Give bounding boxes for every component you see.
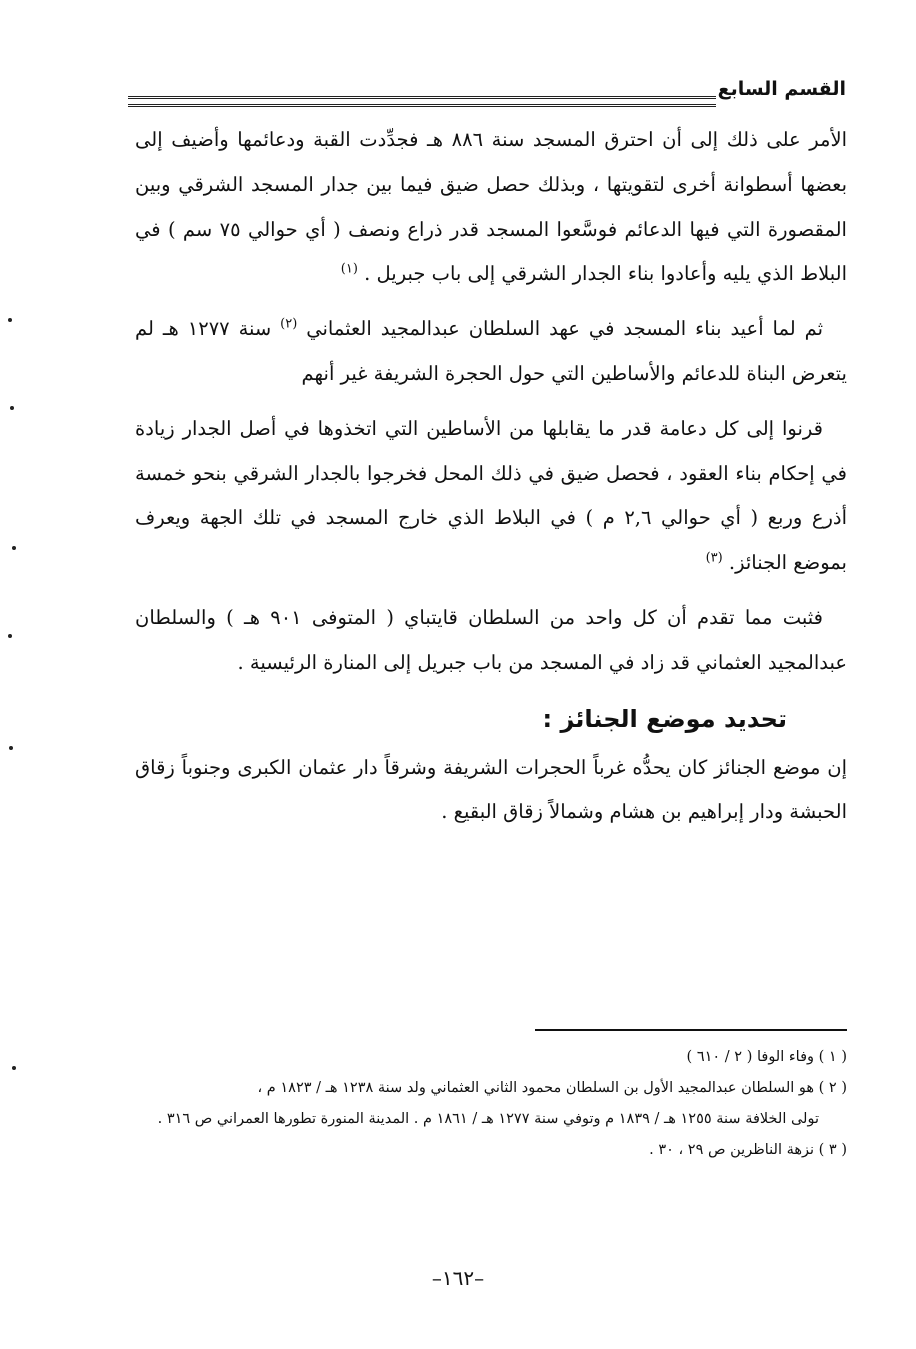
scan-speck <box>10 406 14 410</box>
footnote-ref-1: (١) <box>340 261 358 277</box>
running-header <box>128 76 846 116</box>
scan-speck <box>8 634 12 638</box>
header-rule <box>128 96 716 107</box>
footnotes <box>135 1042 847 1166</box>
footnote-2-continuation: تولى الخلافة سنة ١٢٥٥ هـ / ١٨٣٩ م وتوفي سنة ١٢٧٧ هـ / ١٨٦١ م . المدينة المنورة تطورها العمراني ص ٣١٦ . <box>157 1111 819 1127</box>
paragraph-3 <box>135 407 847 586</box>
paragraph-text-continued: سنة ١٢٧٧ هـ لم يتعرض البناة للدعائم والأساطين التي حول الحجرة الشريفة غير أنهم <box>135 317 847 385</box>
paragraph-text: قرنوا إلى كل دعامة قدر ما يقابلها من الأساطين التي اتخذوها في أصل الجدار زيادة في إحكام بناء العقود ، فحصل ضيق في ذلك المحل فخرجوا بالجدار الشرقي بنحو خمسة أذرع وربع ( أي حوالي ٢,٦ م ) في البلاط الذي خارج المسجد في تلك الجهة ويعرف بموضع الجنائز. <box>135 416 847 575</box>
section-heading: تحديد موضع الجنائز : <box>542 704 787 733</box>
footnote-1: ( ١ ) وفاء الوفا ( ٢ / ٦١٠ ) <box>686 1049 847 1065</box>
scan-speck <box>9 746 13 750</box>
main-text <box>135 118 847 835</box>
paragraph-2 <box>135 307 847 397</box>
paragraph-4 <box>135 596 847 686</box>
scan-speck <box>8 318 12 322</box>
footnote-3: ( ٣ ) نزهة الناظرين ص ٢٩ ، ٣٠ . <box>649 1142 847 1158</box>
footnote-ref-2: (٢) <box>280 316 298 332</box>
section-paragraph <box>135 746 847 836</box>
footnote-divider <box>535 1029 847 1031</box>
paragraph-text: الأمر على ذلك إلى أن احترق المسجد سنة ٨٨٦ هـ فجدِّدت القبة ودعائمها وأضيف إلى بعضها أسطوانة أخرى لتقويتها ، وبذلك حصل ضيق فيما بين جدار المسجد الشرقي وبين المقصورة التي فيها الدعائم فوسَّعوا المسجد قدر ذراع ونصف ( أي حوالي ٧٥ سم ) في البلاط الذي يليه وأعادوا بناء الجدار الشرقي إلى باب جبريل . <box>135 128 848 286</box>
paragraph-1 <box>135 118 847 297</box>
page-number: –١٦٢– <box>431 1266 485 1290</box>
footnote-ref-3: (٣) <box>705 550 723 566</box>
paragraph-text: إن موضع الجنائز كان يحدُّه غرباً الحجرات الشريفة وشرقاً دار عثمان الكبرى وجنوباً زقاق الحبشة ودار إبراهيم بن هشام وشمالاً زقاق البقيع . <box>135 755 847 824</box>
footnote-2: ( ٢ ) هو السلطان عبدالمجيد الأول بن السلطان محمود الثاني العثماني ولد سنة ١٢٣٨ هـ / ١٨٢٣ م ، <box>257 1080 847 1096</box>
scan-speck <box>12 1066 16 1070</box>
chapter-title: القسم السابع <box>717 78 846 100</box>
scan-speck <box>12 546 16 550</box>
paragraph-text: فثبت مما تقدم أن كل واحد من السلطان قايتباي ( المتوفى ٩٠١ هـ ) والسلطان عبدالمجيد العثماني قد زاد في المسجد من باب جبريل إلى المنارة الرئيسية . <box>135 605 847 674</box>
paragraph-text: ثم لما أعيد بناء المسجد في عهد السلطان عبدالمجيد العثماني <box>306 317 823 341</box>
